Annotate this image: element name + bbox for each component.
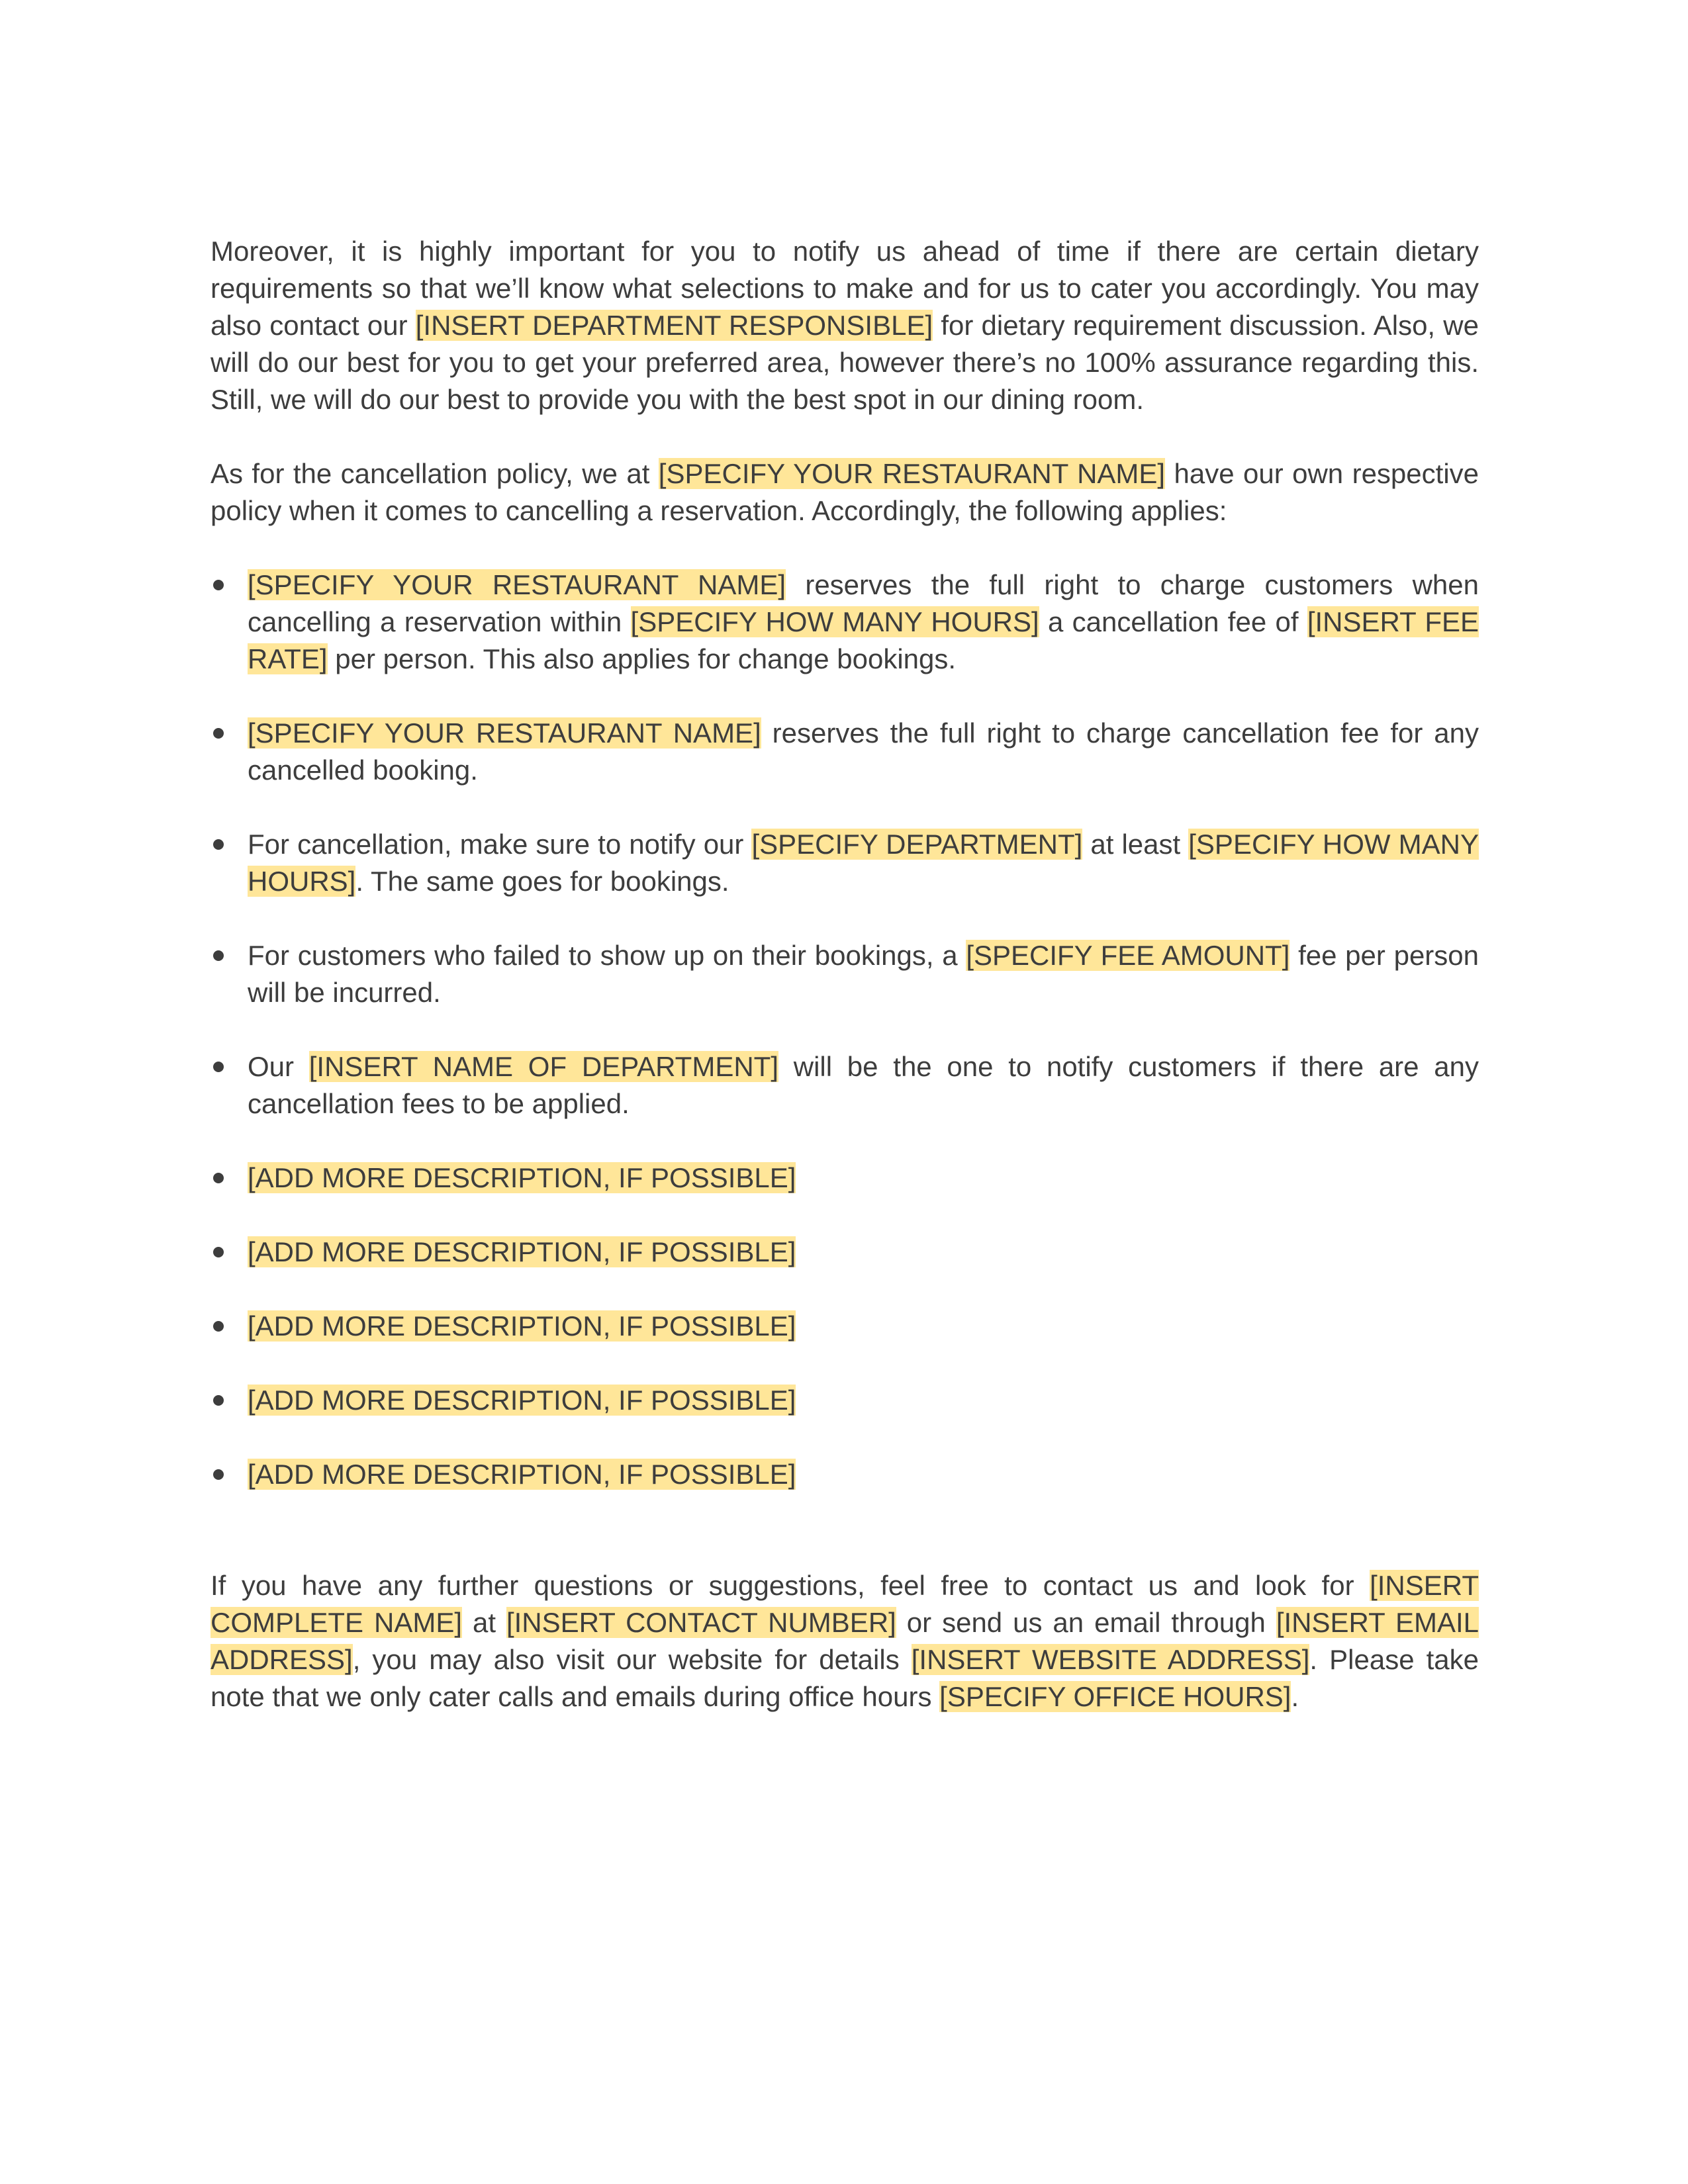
placeholder-office-hours: [SPECIFY OFFICE HOURS] <box>939 1681 1291 1712</box>
placeholder-more-description: [ADD MORE DESCRIPTION, IF POSSIBLE] <box>248 1310 796 1342</box>
placeholder-more-description: [ADD MORE DESCRIPTION, IF POSSIBLE] <box>248 1459 796 1490</box>
paragraph-text: or send us an email through <box>896 1607 1276 1638</box>
placeholder-more-description: [ADD MORE DESCRIPTION, IF POSSIBLE] <box>248 1385 796 1416</box>
placeholder-contact-number: [INSERT CONTACT NUMBER] <box>506 1607 896 1638</box>
paragraph-text: at <box>462 1607 506 1638</box>
bullet-icon <box>213 1247 224 1257</box>
list-item <box>211 1382 1479 1419</box>
paragraph-dietary-requirements <box>211 233 1479 418</box>
paragraph-contact-info <box>211 1567 1479 1715</box>
placeholder-hours: [SPECIFY HOW MANY HOURS] <box>248 829 1479 897</box>
placeholder-department: [SPECIFY DEPARTMENT] <box>751 829 1083 860</box>
list-item <box>211 1234 1479 1271</box>
bullet-icon <box>213 728 224 739</box>
bullet-icon <box>213 1062 224 1072</box>
placeholder-restaurant-name: [SPECIFY YOUR RESTAURANT NAME] <box>248 717 761 749</box>
list-item-text: . The same goes for bookings. <box>355 866 729 897</box>
paragraph-text: As for the cancellation policy, we at <box>211 458 659 489</box>
list-item-text: For customers who failed to show up on their bookings, a <box>248 940 966 971</box>
placeholder-hours: [SPECIFY HOW MANY HOURS] <box>630 606 1039 637</box>
list-item <box>211 937 1479 1011</box>
paragraph-text: . Please take note that we only cater calls and emails during office hours <box>211 1644 1479 1712</box>
bullet-icon <box>213 1395 224 1406</box>
placeholder-more-description: [ADD MORE DESCRIPTION, IF POSSIBLE] <box>248 1162 796 1193</box>
placeholder-complete-name: [INSERT COMPLETE NAME] <box>211 1570 1479 1638</box>
document-page <box>211 233 1479 1715</box>
placeholder-restaurant-name: [SPECIFY YOUR RESTAURANT NAME] <box>248 569 786 600</box>
placeholder-website-address: [INSERT WEBSITE ADDRESS] <box>911 1644 1310 1675</box>
list-item-text: reserves the full right to charge cancellation fee for any cancelled booking. <box>248 717 1479 786</box>
paragraph-text: If you have any further questions or suggestions, feel free to contact us and look for <box>211 1570 1370 1601</box>
list-item-text: at least <box>1082 829 1189 860</box>
placeholder-restaurant-name: [SPECIFY YOUR RESTAURANT NAME] <box>658 458 1166 489</box>
list-item <box>211 1456 1479 1493</box>
list-item-text: reserves the full right to charge customers when cancelling a reservation within <box>248 569 1479 637</box>
list-item <box>211 1308 1479 1345</box>
bullet-icon <box>213 950 224 961</box>
placeholder-department-name: [INSERT NAME OF DEPARTMENT] <box>308 1051 778 1082</box>
placeholder-department-responsible: [INSERT DEPARTMENT RESPONSIBLE] <box>415 310 933 341</box>
paragraph-cancellation-intro <box>211 455 1479 529</box>
bullet-icon <box>213 839 224 850</box>
paragraph-text: have our own respective policy when it comes to cancelling a reservation. Accordingly, the following applies: <box>211 458 1479 526</box>
placeholder-email-address: [INSERT EMAIL ADDRESS] <box>211 1607 1479 1675</box>
list-item-text: Our <box>248 1051 309 1082</box>
list-item <box>211 1160 1479 1197</box>
placeholder-more-description: [ADD MORE DESCRIPTION, IF POSSIBLE] <box>248 1236 796 1267</box>
list-item <box>211 567 1479 678</box>
paragraph-text: Moreover, it is highly important for you to notify us ahead of time if there are certain dietary requirements so that we’ll know what selections to make and for us to cater you accordingly. You may also contact our <box>211 236 1479 341</box>
list-item <box>211 715 1479 789</box>
bullet-icon <box>213 580 224 590</box>
bullet-icon <box>213 1469 224 1480</box>
list-item-text: will be the one to notify customers if there are any cancellation fees to be applied. <box>248 1051 1479 1119</box>
paragraph-text: for dietary requirement discussion. Also, we will do our best for you to get your preferred area, however there’s no 100% assurance regarding this. Still, we will do our best to provide you with the best spot in our dining room. <box>211 310 1479 415</box>
bullet-icon <box>213 1321 224 1332</box>
list-item-text: per person. This also applies for change bookings. <box>327 643 957 674</box>
placeholder-fee-amount: [SPECIFY FEE AMOUNT] <box>966 940 1290 971</box>
list-item-text: For cancellation, make sure to notify our <box>248 829 752 860</box>
paragraph-text: , you may also visit our website for details <box>352 1644 912 1675</box>
placeholder-fee-rate: [INSERT FEE RATE] <box>248 606 1479 674</box>
bullet-icon <box>213 1173 224 1183</box>
paragraph-text: . <box>1291 1681 1299 1712</box>
list-item-text: fee per person will be incurred. <box>248 940 1479 1008</box>
list-item-text: a cancellation fee of <box>1039 606 1307 637</box>
list-item <box>211 1048 1479 1122</box>
cancellation-policy-list <box>211 567 1479 1493</box>
list-item <box>211 826 1479 900</box>
